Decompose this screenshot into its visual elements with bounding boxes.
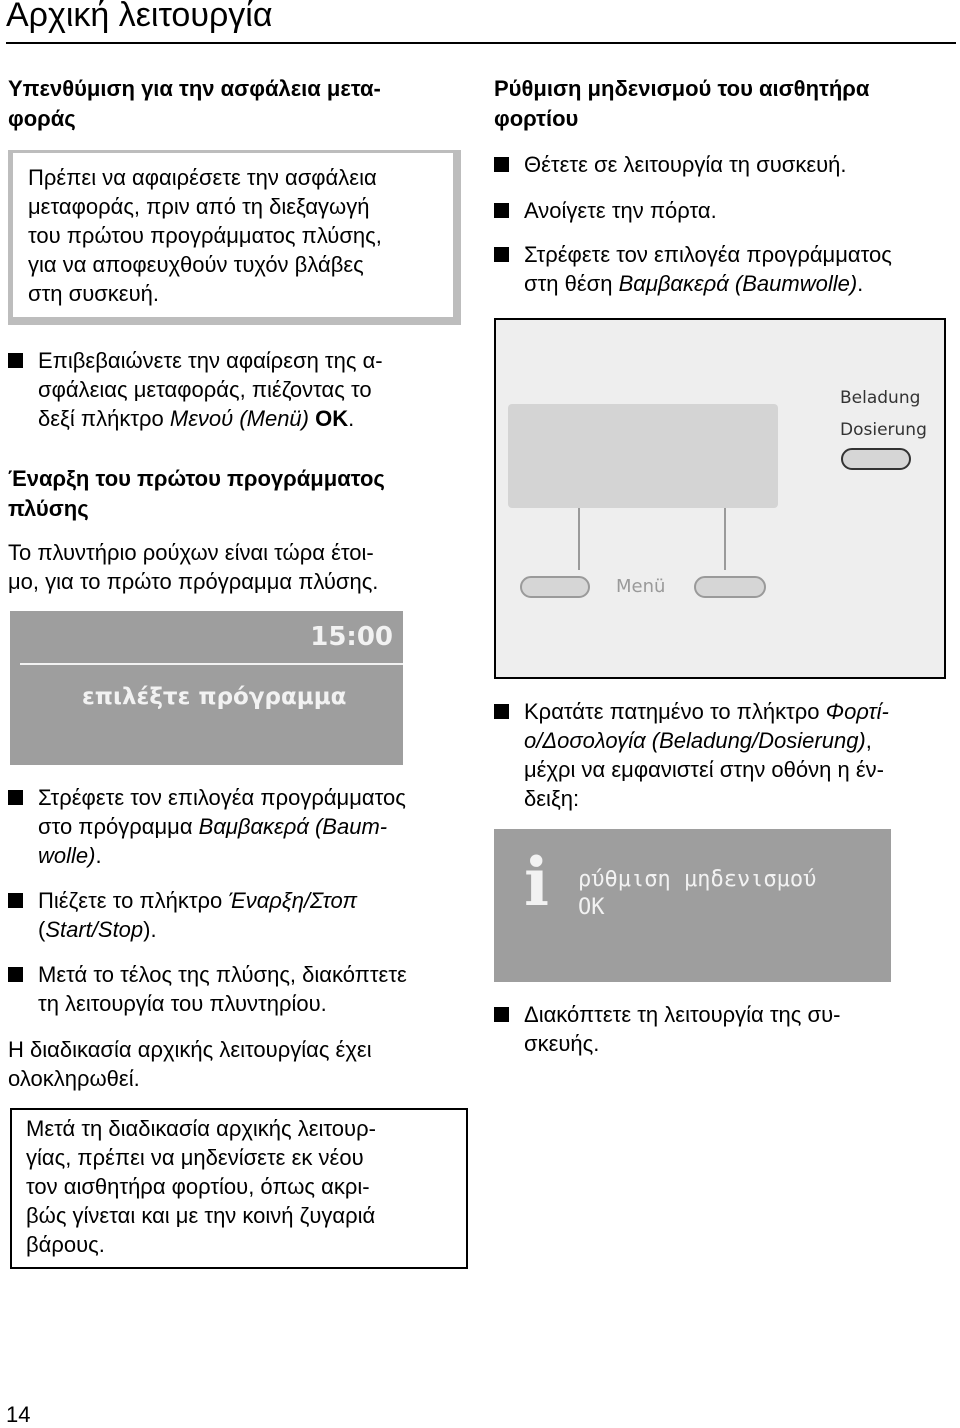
panel-display-area bbox=[508, 404, 778, 508]
bullet-square bbox=[494, 704, 509, 719]
step-hold-load-button: Κρατάτε πατημένο το πλήκτρο Φορτί- ο/Δοσολογία (Beladung/Dosierung), μέχρι να εμφανιστεί στην οθόνη η έν- δειξη: bbox=[494, 697, 889, 813]
step-switch-off-right: Διακόπτετε τη λειτουργία της συ- σκευής. bbox=[494, 1000, 840, 1058]
label-dosierung: Dosierung bbox=[840, 420, 927, 440]
step-select-cottons: Στρέφετε τον επιλογέα προγράμματος στη θέση Βαμβακερά (Baumwolle). bbox=[494, 240, 892, 298]
display-divider bbox=[20, 663, 403, 665]
heading-first-program: Έναρξη του πρώτου προγράμματος πλύσης bbox=[8, 466, 385, 521]
load-dosage-button[interactable] bbox=[841, 448, 911, 470]
display-line-1: ρύθμιση μηδενισμού bbox=[578, 867, 817, 892]
display-select-program bbox=[10, 611, 403, 765]
label-menu: Menü bbox=[616, 576, 666, 597]
bullet-square bbox=[494, 247, 509, 262]
control-panel-illustration bbox=[494, 318, 946, 679]
bullet-square bbox=[494, 1007, 509, 1022]
step-switch-on: Θέτετε σε λειτουργία τη συσκευή. bbox=[494, 150, 847, 179]
completion-text: Η διαδικασία αρχικής λειτουργίας έχει ολοκληρωθεί. bbox=[8, 1037, 372, 1091]
bullet-square bbox=[494, 203, 509, 218]
intro-text: Το πλυντήριο ρούχων είναι τώρα έτοι- μο, για το πρώτο πρόγραμμα πλύσης. bbox=[8, 540, 379, 594]
page-title: Αρχική λειτουργία bbox=[6, 0, 273, 34]
display-time: 15:00 bbox=[310, 622, 393, 652]
panel-line-left-edge bbox=[578, 508, 580, 570]
menu-ok-button[interactable] bbox=[694, 576, 766, 598]
bullet-square bbox=[8, 353, 23, 368]
transport-safety-note: Πρέπει να αφαιρέσετε την ασφάλεια μεταφοράς, πριν από τη διεξαγωγή του πρώτου προγράμματος πλύσης, για να αποφευχθούν τυχόν βλάβες στη συσκευή. bbox=[8, 150, 461, 325]
heading-transport-safety: Υπενθύμιση για την ασφάλεια μετα- φοράς bbox=[8, 76, 381, 131]
step-confirm-removal: Επιβεβαιώνετε την αφαίρεση της α- σφάλειας μεταφοράς, πιέζοντας το δεξί πλήκτρο Μενού (Menü) OK. bbox=[8, 346, 383, 433]
display-zero-adjust bbox=[494, 829, 891, 982]
step-switch-off: Μετά το τέλος της πλύσης, διακόπτετε τη λειτουργία του πλυντηρίου. bbox=[8, 960, 407, 1018]
bullet-square bbox=[8, 967, 23, 982]
load-sensor-note: Μετά τη διαδικασία αρχικής λειτουρ- γίας, πρέπει να μηδενίσετε εκ νέου τον αισθητήρα φορτίου, όπως ακρι- βώς γίνεται και με την κοινή ζυγαριά βάρους. bbox=[10, 1108, 468, 1269]
step-open-door: Ανοίγετε την πόρτα. bbox=[494, 196, 717, 225]
display-line-2: OK bbox=[578, 895, 605, 920]
page-number: 14 bbox=[6, 1402, 31, 1427]
label-beladung: Beladung bbox=[840, 388, 921, 408]
heading-load-sensor-reset: Ρύθμιση μηδενισμού του αισθητήρα φορτίου bbox=[494, 76, 870, 131]
menu-left-button[interactable] bbox=[520, 576, 590, 598]
panel-line-left bbox=[724, 508, 726, 570]
display-message: επιλέξτε πρόγραμμα bbox=[82, 684, 347, 710]
bullet-square bbox=[494, 157, 509, 172]
bullet-square bbox=[8, 790, 23, 805]
info-icon: i bbox=[524, 843, 550, 921]
step-press-start: Πιέζετε το πλήκτρο Έναρξη/Στοπ (Start/Stop). bbox=[8, 886, 357, 944]
bullet-square bbox=[8, 893, 23, 908]
title-rule bbox=[6, 42, 956, 44]
step-turn-selector: Στρέφετε τον επιλογέα προγράμματος στο πρόγραμμα Βαμβακερά (Baum- wolle). bbox=[8, 783, 406, 870]
